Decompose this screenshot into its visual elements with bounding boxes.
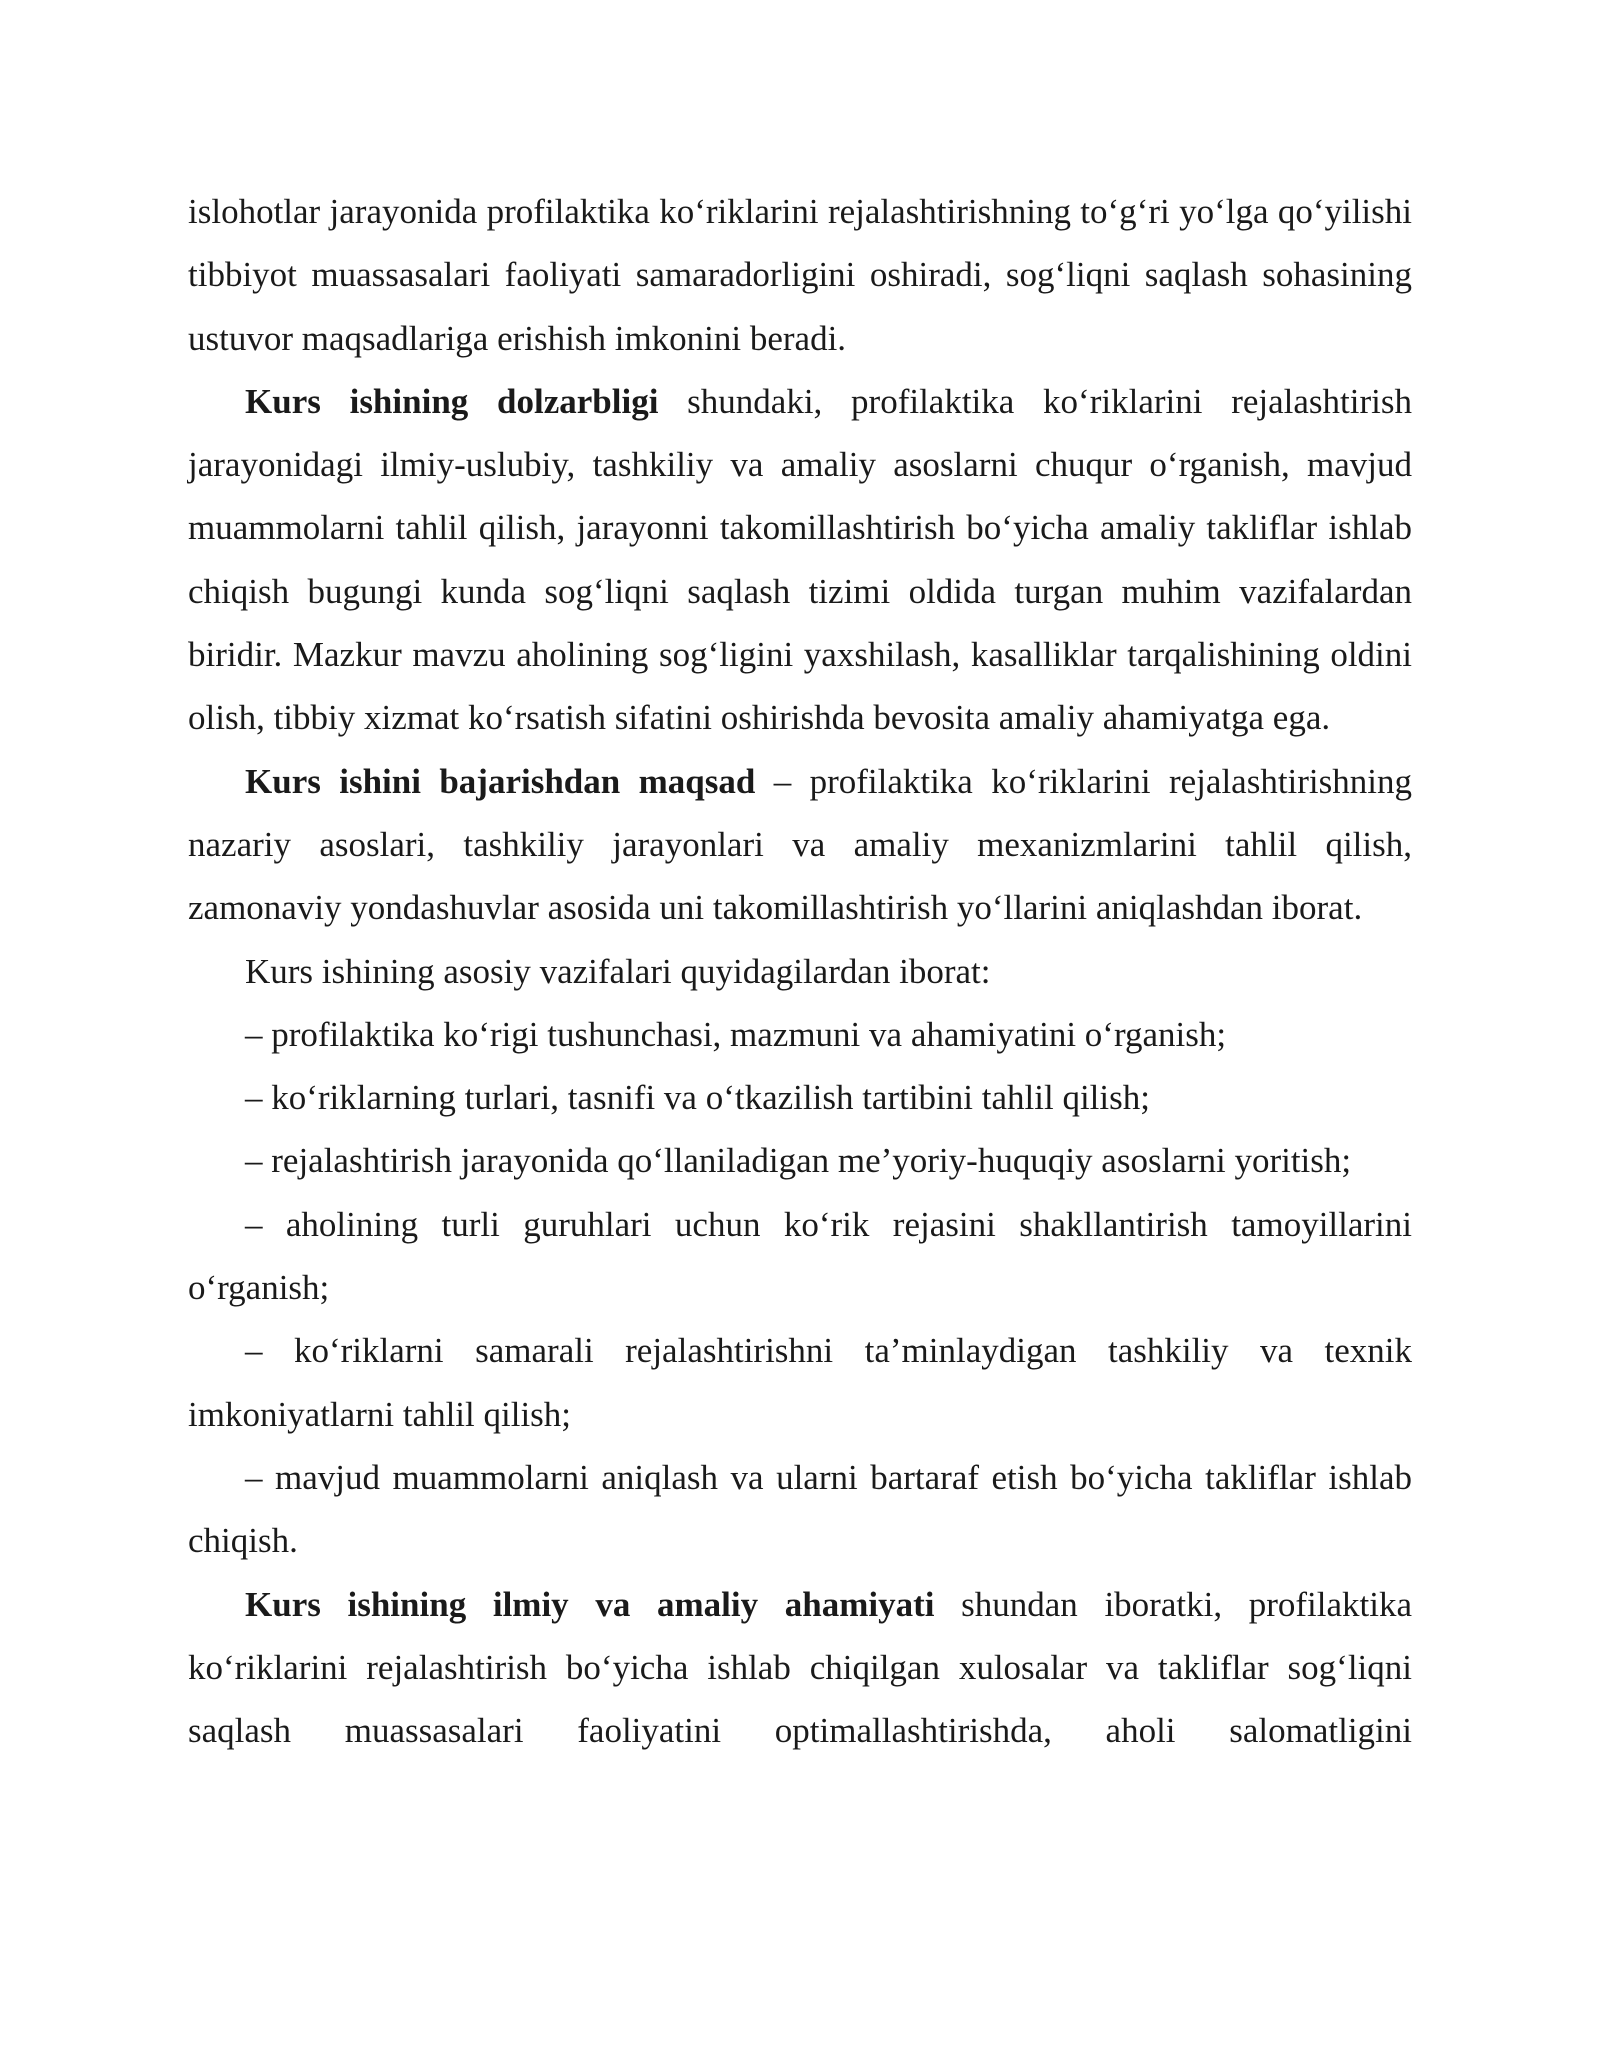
paragraph-tasks-intro (188, 940, 1412, 1003)
task-item (188, 1129, 1412, 1192)
document-page (188, 180, 1412, 1762)
task-text: – aholining turli guruhlari uchun ko‘rik rejasini shakllantirish tamoyillarini o‘rganish; (188, 1204, 1412, 1308)
paragraph-text: shundaki, profilaktika ko‘riklarini rejalashtirish jarayonidagi ilmiy-uslubiy, tashkiliy va amaliy asoslarni chuqur o‘rganish, mavjud muammolarni tahlil qilish, jarayonni takomillashtirish bo‘yicha amaliy takliflar ishlab chiqish bugungi kunda sog‘liqni saqlash tizimi oldida turgan muhim vazifalardan biridir. Mazkur mavzu aholining sog‘ligini yaxshilash, kasalliklar tarqalishining oldini olish, tibbiy xizmat ko‘rsatish sifatini oshirishda bevosita amaliy ahamiyatga ega. (188, 381, 1412, 738)
paragraph-text: Kurs ishining asosiy vazifalari quyidagilardan iborat: (245, 951, 991, 991)
task-text: – ko‘riklarning turlari, tasnifi va o‘tkazilish tartibini tahlil qilish; (245, 1078, 1150, 1118)
paragraph-lead: Kurs ishining ilmiy va amaliy ahamiyati (245, 1584, 935, 1624)
task-item (188, 1003, 1412, 1066)
paragraph-lead: Kurs ishini bajarishdan maqsad (245, 761, 756, 801)
paragraph-significance (188, 1573, 1412, 1763)
task-text: – profilaktika ko‘rigi tushunchasi, mazmuni va ahamiyatini o‘rganish; (245, 1014, 1227, 1054)
paragraph-text: – profilaktika ko‘riklarini rejalashtirishning nazariy asoslari, tashkiliy jarayonlari va amaliy mexanizmlarini tahlil qilish, zamonaviy yondashuvlar asosida uni takomillashtirish yo‘llarini aniqlashdan iborat. (188, 761, 1412, 928)
paragraph-text: islohotlar jarayonida profilaktika ko‘riklarini rejalashtirishning to‘g‘ri yo‘lga qo‘yilishi tibbiyot muassasalari faoliyati samaradorligini oshiradi, sog‘liqni saqlash sohasining ustuvor maqsadlariga erishish imkonini beradi. (188, 192, 1412, 358)
task-item (188, 1066, 1412, 1129)
paragraph-lead: Kurs ishining dolzarbligi (245, 381, 659, 421)
paragraph-relevance (188, 370, 1412, 750)
task-text: – mavjud muammolarni aniqlash va ularni bartaraf etish bo‘yicha takliflar ishlab chiqish. (188, 1457, 1412, 1561)
task-item (188, 1193, 1412, 1320)
task-text: – ko‘riklarni samarali rejalashtirishni ta’minlaydigan tashkiliy va texnik imkoniyatlarni tahlil qilish; (188, 1331, 1412, 1434)
paragraph-text: shundan iboratki, profilaktika ko‘riklarini rejalashtirish bo‘yicha ishlab chiqilgan xulosalar va takliflar sog‘liqni saqlash muassasalari faoliyatini optimallashtirishda, aholi salomatligini (188, 1584, 1412, 1751)
task-item (188, 1446, 1412, 1573)
paragraph-intro-continuation (188, 180, 1412, 370)
task-text: – rejalashtirish jarayonida qo‘llaniladigan me’yoriy-huquqiy asoslarni yoritish; (245, 1141, 1352, 1181)
task-item (188, 1319, 1412, 1446)
paragraph-goal (188, 750, 1412, 940)
